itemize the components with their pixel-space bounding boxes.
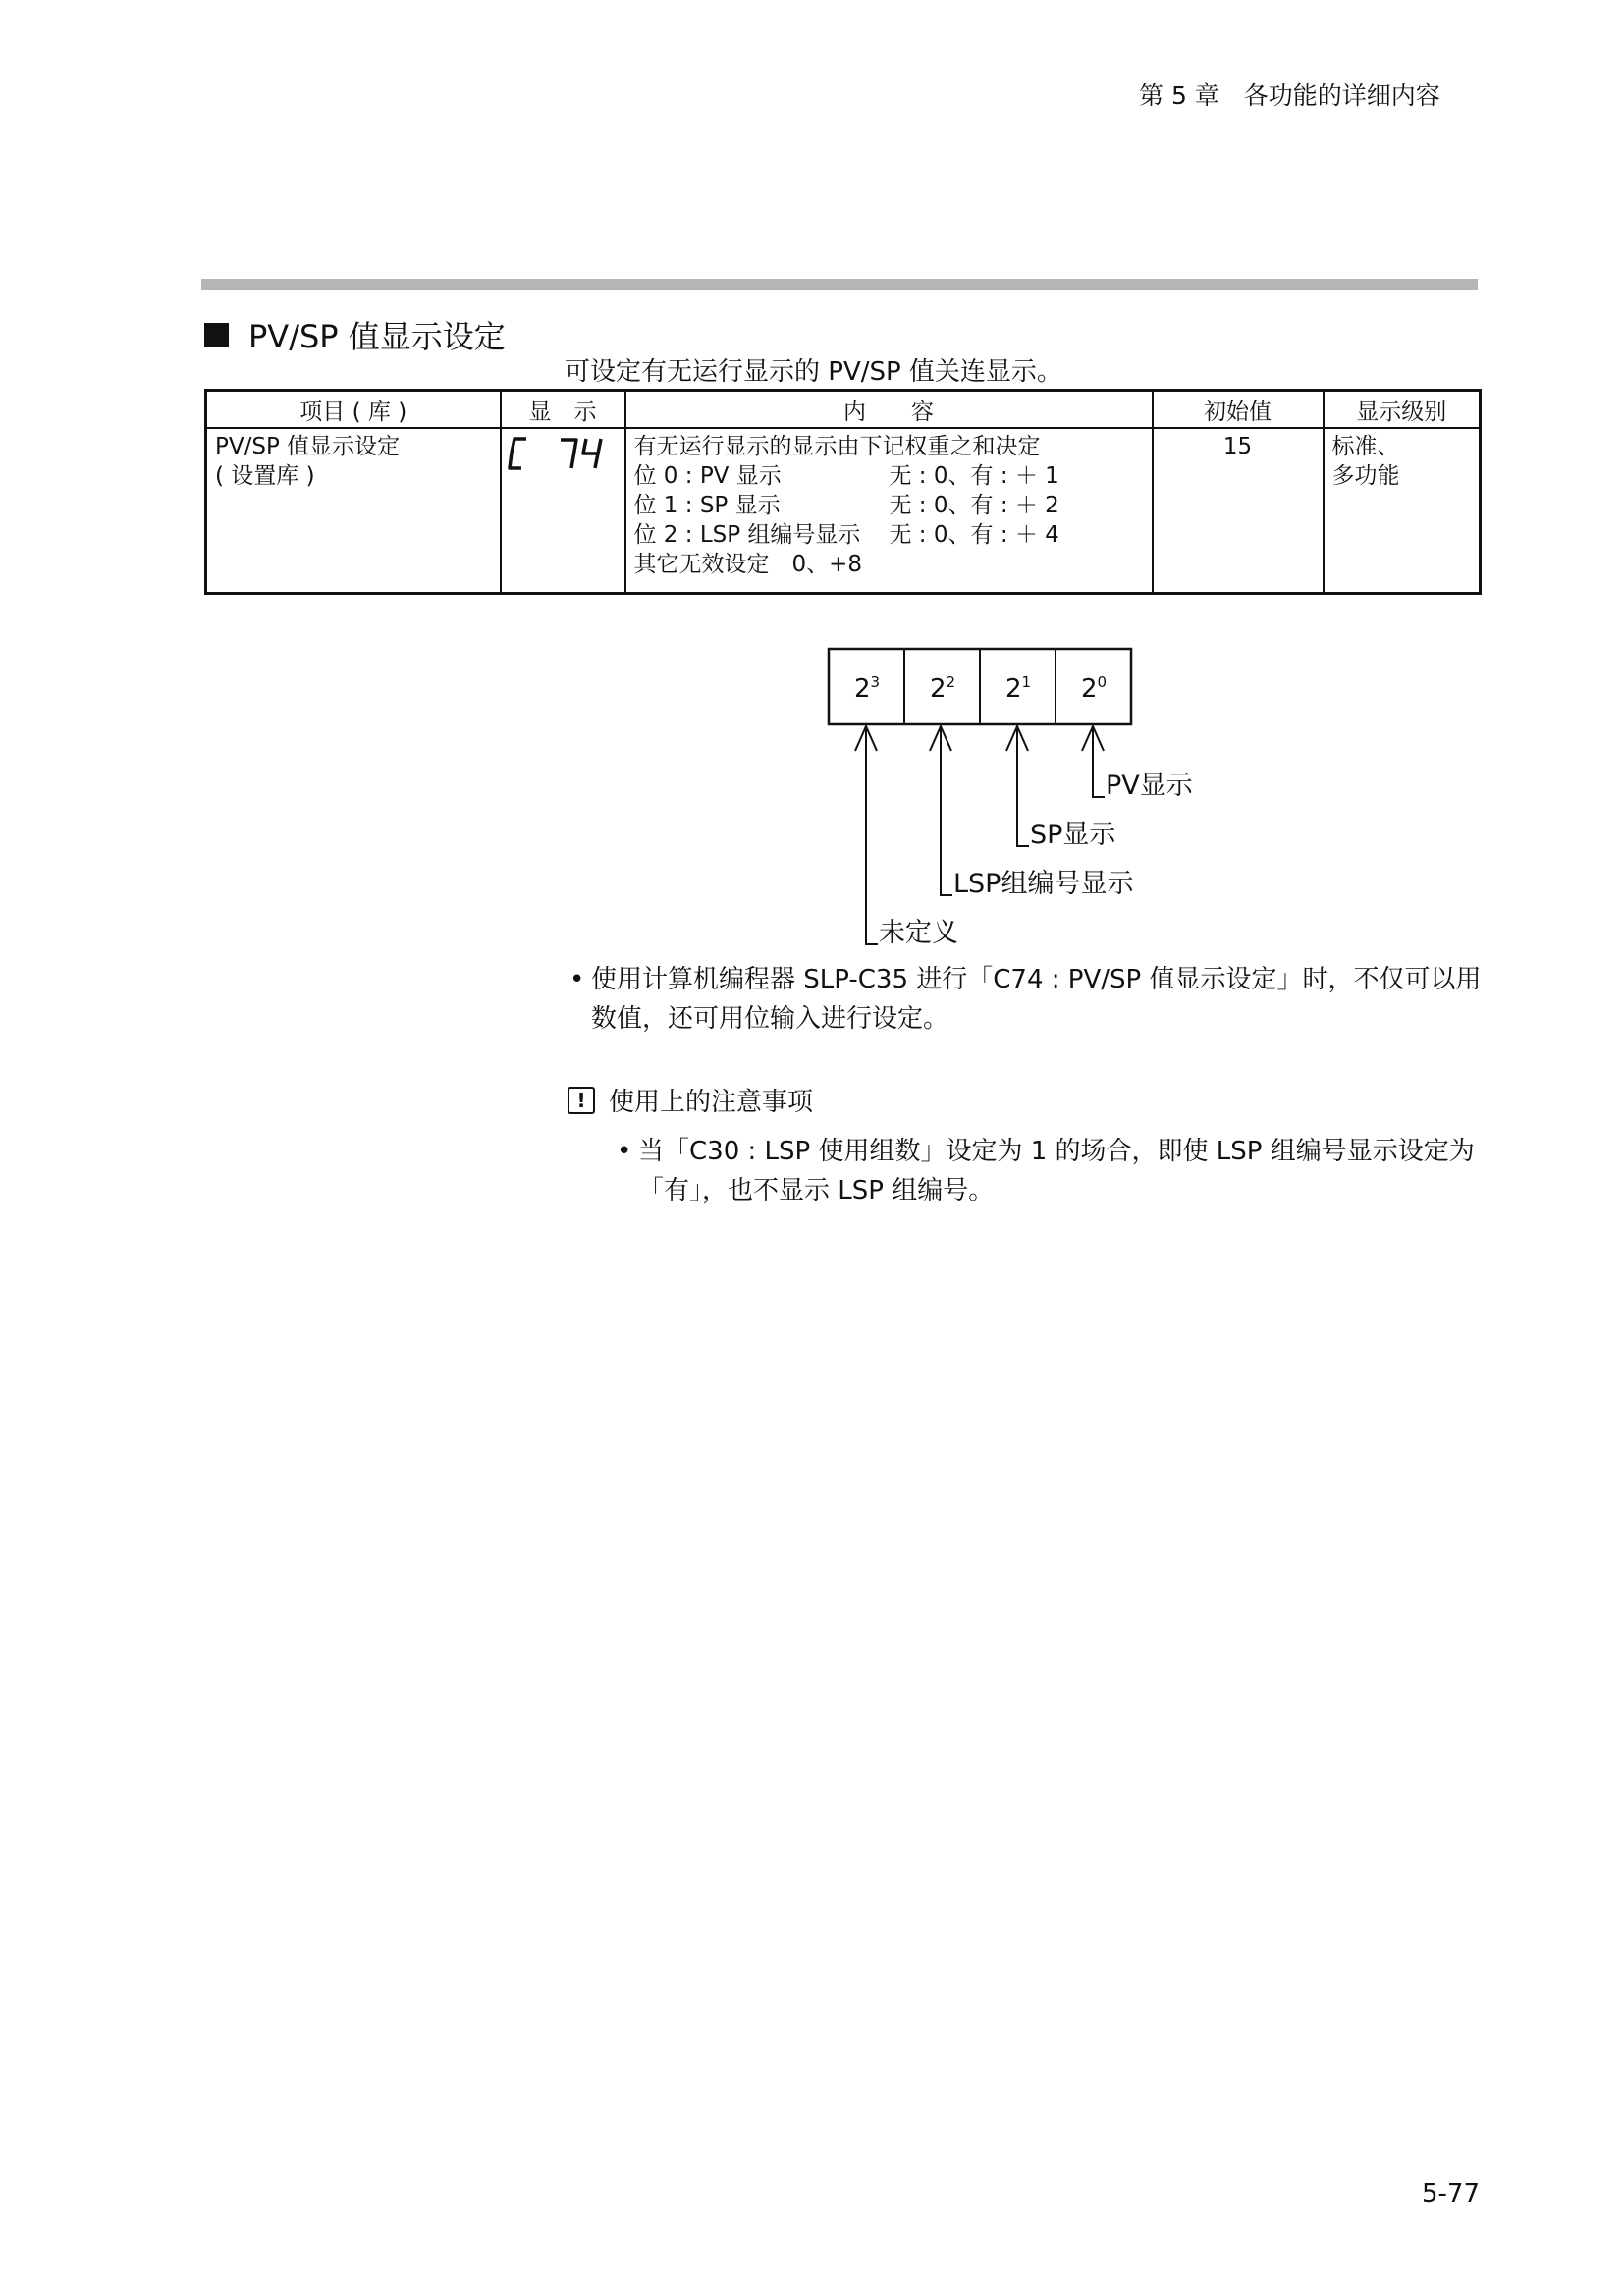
- cell-initial-value: 15: [1153, 428, 1324, 594]
- note-bit-input: [569, 960, 1483, 1039]
- item-bank: ( 设置库 ): [215, 463, 315, 489]
- col-header-display: 显 示: [501, 391, 625, 429]
- chapter-header: 第 5 章 各功能的详细内容: [1139, 81, 1440, 110]
- content-bit-1: 位 1 : SP 显示 无 : 0、有 : ＋ 2: [633, 493, 1059, 518]
- content-intro: 有无运行显示的显示由下记权重之和决定: [633, 434, 1041, 459]
- col-header-item: 项目 ( 库 ): [206, 391, 501, 429]
- bit-weight-3: $2^3$: [854, 673, 881, 704]
- bit-weight-diagram: [0, 0, 1624, 982]
- label-pv-display: PV显示: [1106, 771, 1193, 801]
- col-header-initial: 初始值: [1153, 391, 1324, 429]
- col-header-level: 显示级别: [1324, 391, 1481, 429]
- bit-weight-2: $2^2$: [930, 673, 956, 704]
- item-name: PV/SP 值显示设定: [215, 434, 401, 459]
- section-description: 可设定有无运行显示的 PV/SP 值关连显示。: [565, 357, 1062, 387]
- content-bit-0: 位 0 : PV 显示 无 : 0、有 : ＋ 1: [633, 463, 1059, 489]
- bullet: •: [617, 1137, 632, 1166]
- content-bit-2: 位 2 : LSP 组编号显示 无 : 0、有 : ＋ 4: [633, 522, 1059, 548]
- col-header-content: 内 容: [625, 391, 1153, 429]
- bullet: •: [569, 965, 585, 994]
- content-other: 其它无效设定 0、+8: [633, 552, 863, 577]
- caution-icon: !: [568, 1087, 595, 1114]
- bit-weight-0: $2^0$: [1081, 673, 1108, 704]
- label-undefined: 未定义: [879, 918, 958, 948]
- section-title-text: PV/SP 值显示设定: [248, 318, 506, 355]
- caution-heading: [568, 1082, 813, 1118]
- cell-display-level: 标准、 多功能: [1324, 428, 1481, 594]
- caution-heading-text: 使用上的注意事项: [609, 1088, 814, 1117]
- note-lsp-group: [617, 1132, 1486, 1210]
- label-lsp-group-display: LSP组编号显示: [953, 869, 1134, 899]
- note-text: 使用计算机编程器 SLP-C35 进行「C74 : PV/SP 值显示设定」时，不仅可以用数值，还可用位输入进行设定。: [591, 965, 1482, 1034]
- bit-weight-1: $2^1$: [1005, 673, 1032, 704]
- label-sp-display: SP显示: [1030, 820, 1116, 850]
- note-text: 当「C30 : LSP 使用组数」设定为 1 的场合，即使 LSP 组编号显示设定为「有」，也不显示 LSP 组编号。: [638, 1137, 1475, 1205]
- page-number: 5-77: [1422, 2179, 1481, 2209]
